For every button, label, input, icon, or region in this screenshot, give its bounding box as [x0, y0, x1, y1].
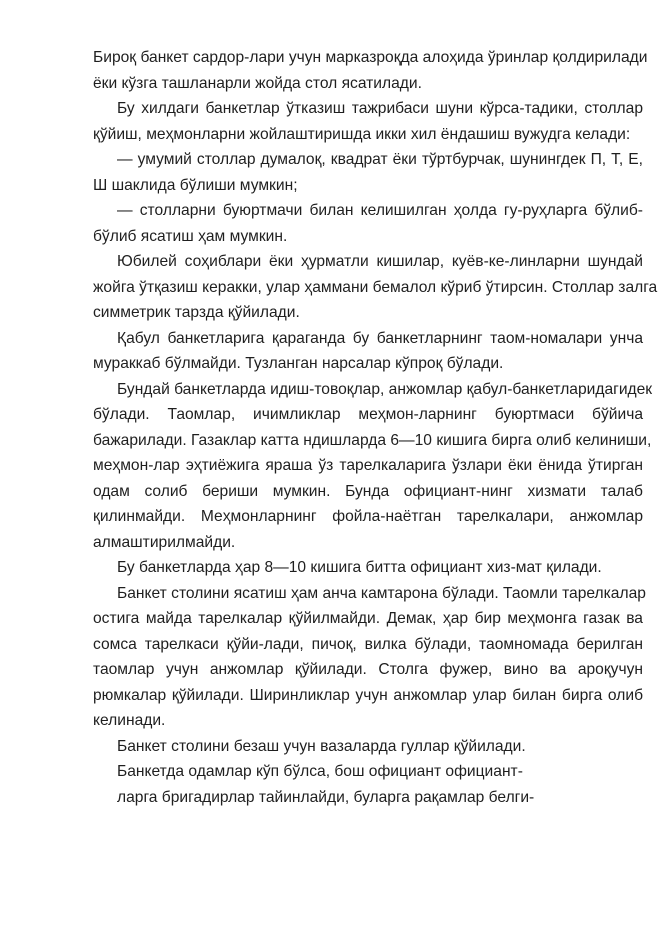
text-line: Юбилей соҳиблари ёки ҳурматли кишилар, куёв-ке-линларни шундай	[117, 253, 643, 270]
text-line: жойга ўтқазиш керакки, улар ҳаммани бемалол кўриб ўтирсин. Столлар залга	[93, 278, 658, 296]
text-line: Банкетда одамлар кўп бўлса, бош официант официант-	[117, 763, 523, 780]
text-line: қилинмайди. Меҳмонларнинг фойла-наётган тарелкалари, анжомлар	[93, 508, 643, 525]
text-line: — умумий столлар думалоқ, квадрат ёки тўртбурчак, шунингдек П, Т, Е,	[117, 151, 643, 168]
text-line: остига майда тарелкалар қўйилмайди. Демак, ҳар бир меҳмонга газак ва	[93, 610, 643, 627]
text-line: — столларни буюртмачи билан келишилган ҳолда гу-руҳларга бўлиб-	[117, 202, 643, 219]
text-line: Бундай банкетларда идиш-товоқлар, анжомлар қабул-банкетларидагидек	[117, 380, 653, 398]
text-line: Бу банкетларда ҳар 8—10 кишига битта официант хиз-мат қилади.	[117, 559, 602, 576]
text-line: Қабул банкетларига қараганда бу банкетларнинг таом-номалари унча	[117, 329, 643, 347]
text-line: Бу хилдаги банкетлар ўтказиш тажрибаси шуни кўрса-тадики, столлар	[117, 100, 643, 117]
text-line: бажарилади. Газаклар катта ндишларда 6—10 кишига бирга олиб келиниши,	[93, 431, 652, 449]
text-line: Бироқ банкет сардор-лари учун марказроқда алоҳида ўринлар қолдирилади	[93, 49, 648, 66]
text-line: Банкет столини ясатиш ҳам анча камтарона бўлади. Таомли тарелкалар	[117, 584, 646, 602]
text-line: одам солиб бериши мумкин. Бунда официант-нинг хизмати талаб	[93, 482, 643, 500]
text-line: мураккаб бўлмайди. Тузланган нарсалар кўпроқ бўлади.	[93, 355, 504, 372]
text-line: меҳмон-лар эҳтиёжига яраша ўз тарелкаларига ўзлари ёки ёнида ўтирган	[93, 457, 643, 474]
text-line: сомса тарелкаси қўйи-лади, пичоқ, вилка бўлади, таомномада берилган	[93, 635, 643, 653]
text-line: таомлар учун анжомлар қўйилади. Столга фужер, вино ва ароқучун	[93, 661, 643, 678]
text-line: ёки кўзга ташланарли жойда стол ясатилади.	[93, 74, 422, 92]
text-line: қўйиш, меҳмонларни жойлаштиришда икки хил ёндашиш вужудга келади:	[93, 125, 631, 143]
text-line: алмаштирилмайди.	[93, 533, 236, 551]
text-line: келинади.	[93, 712, 166, 729]
text-line: бўлади. Таомлар, ичимликлар меҳмон-ларнинг буюртмаси бўйича	[93, 406, 643, 423]
text-line: Банкет столини безаш учун вазаларда гуллар қўйилади.	[117, 737, 526, 755]
text-line: бўлиб ясатиш ҳам мумкин.	[93, 227, 288, 245]
text-line: Ш шаклида бўлиши мумкин;	[93, 176, 298, 194]
text-line: ларга бригадирлар тайинлайди, буларга рақамлар белги-	[117, 788, 535, 806]
text-line: рюмкалар қўйилади. Ширинликлар учун анжомлар улар билан бирга олиб	[93, 686, 643, 704]
document-page	[93, 45, 658, 810]
text-line: симметрик тарзда қўйилади.	[93, 304, 300, 321]
